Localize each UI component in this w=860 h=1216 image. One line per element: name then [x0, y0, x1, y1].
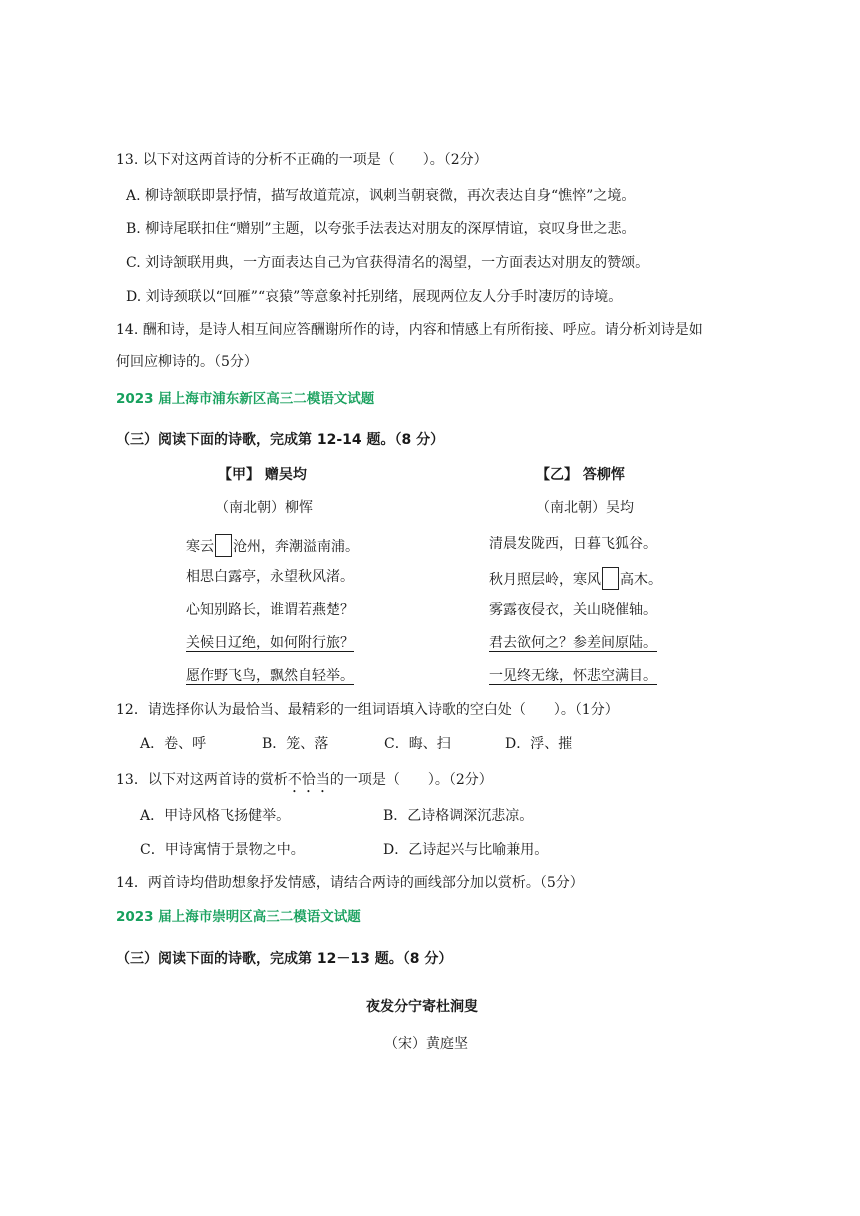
poem-a-title: 【甲】 赠吴均 — [218, 467, 307, 483]
poem-a-line-1: 寒云 沧州，奔潮溢南浦。 — [186, 534, 359, 557]
source-heading-chongming: 2023 届上海市崇明区高三二模语文试题 — [116, 909, 361, 925]
poem-a-line-2: 相思白露亭，永望秋风渚。 — [186, 569, 354, 585]
option-a: A. 柳诗颔联即景抒情，描写故道荒凉，讽刺当朝衰微，再次表达自身“憔悴”之境。 — [126, 188, 636, 204]
section-heading: （三）阅读下面的诗歌，完成第 12-14 题。（8 分） — [116, 432, 445, 448]
q12-option-c: C．晦、扫 — [384, 736, 451, 752]
poem-b-line-5: 一见终无缘，怀悲空满目。 — [489, 668, 657, 684]
poem-a-author: （南北朝）柳恽 — [215, 500, 313, 516]
q13-option-c: C．甲诗寓情于景物之中。 — [140, 842, 305, 858]
source-heading-pudong: 2023 届上海市浦东新区高三二模语文试题 — [116, 391, 375, 407]
q13-option-a: A．甲诗风格飞扬健举。 — [140, 808, 291, 824]
question-13: 13．以下对这两首诗的赏析不恰当的一项是（ ）。（2分） — [116, 772, 493, 788]
q13-option-b: B．乙诗格调深沉悲凉。 — [383, 808, 534, 824]
poem-b-line-2: 秋月照层岭，寒风 高木。 — [489, 567, 662, 590]
option-d: D. 刘诗颈联以“回雁”“哀猿”等意象衬托别绪，展现两位友人分手时凄厉的诗境。 — [126, 289, 623, 305]
poem-b-author: （南北朝）吴均 — [536, 500, 634, 516]
question-13-prev: 13. 以下对这两首诗的分析不正确的一项是（ ）。（2分） — [116, 152, 488, 168]
poem-b-line-4: 君去欲何之？参差间原陆。 — [489, 635, 657, 651]
poem-b-title: 【乙】 答柳恽 — [536, 467, 625, 483]
poem-author: （宋）黄庭坚 — [384, 1036, 468, 1052]
poem-b-line-1: 清晨发陇西，日暮飞狐谷。 — [489, 536, 657, 552]
q12-option-a: A．卷、呼 — [140, 736, 207, 752]
q13-option-d: D．乙诗起兴与比喻兼用。 — [383, 842, 549, 858]
poem-a-line-5: 愿作野飞鸟，飘然自轻举。 — [186, 668, 354, 684]
option-b: B. 柳诗尾联扣住“赠别”主题，以夸张手法表达对朋友的深厚情谊，哀叹身世之悲。 — [126, 221, 636, 237]
poem-b-line-3: 雾露夜侵衣，关山晓催轴。 — [489, 602, 657, 618]
blank-box — [215, 534, 232, 557]
poem-a-line-4: 关候日辽绝，如何附行旅？ — [186, 635, 354, 651]
blank-box — [602, 567, 619, 590]
question-12: 12．请选择你认为最恰当、最精彩的一组词语填入诗歌的空白处（ ）。（1分） — [116, 702, 619, 718]
q12-option-d: D．浮、摧 — [505, 736, 573, 752]
emphasis-text: 不恰当 — [287, 772, 330, 788]
question-14: 14．两首诗均借助想象抒发情感，请结合两诗的画线部分加以赏析。（5分） — [116, 875, 584, 891]
question-14-prev-line1: 14. 酬和诗，是诗人相互间应答酬谢所作的诗，内容和情感上有所衔接、呼应。请分析刘诗是如 — [116, 322, 703, 338]
section-heading-2: （三）阅读下面的诗歌，完成第 12－13 题。（8 分） — [116, 951, 453, 967]
option-c: C. 刘诗颔联用典，一方面表达自己为官获得清名的渴望，一方面表达对朋友的赞颂。 — [126, 255, 650, 271]
poem-title: 夜发分宁寄杜涧叟 — [366, 999, 478, 1015]
poem-a-line-3: 心知别路长，谁谓若燕楚？ — [186, 602, 354, 618]
question-14-prev-line2: 何回应柳诗的。（5分） — [116, 354, 258, 370]
q12-option-b: B．笼、落 — [262, 736, 329, 752]
